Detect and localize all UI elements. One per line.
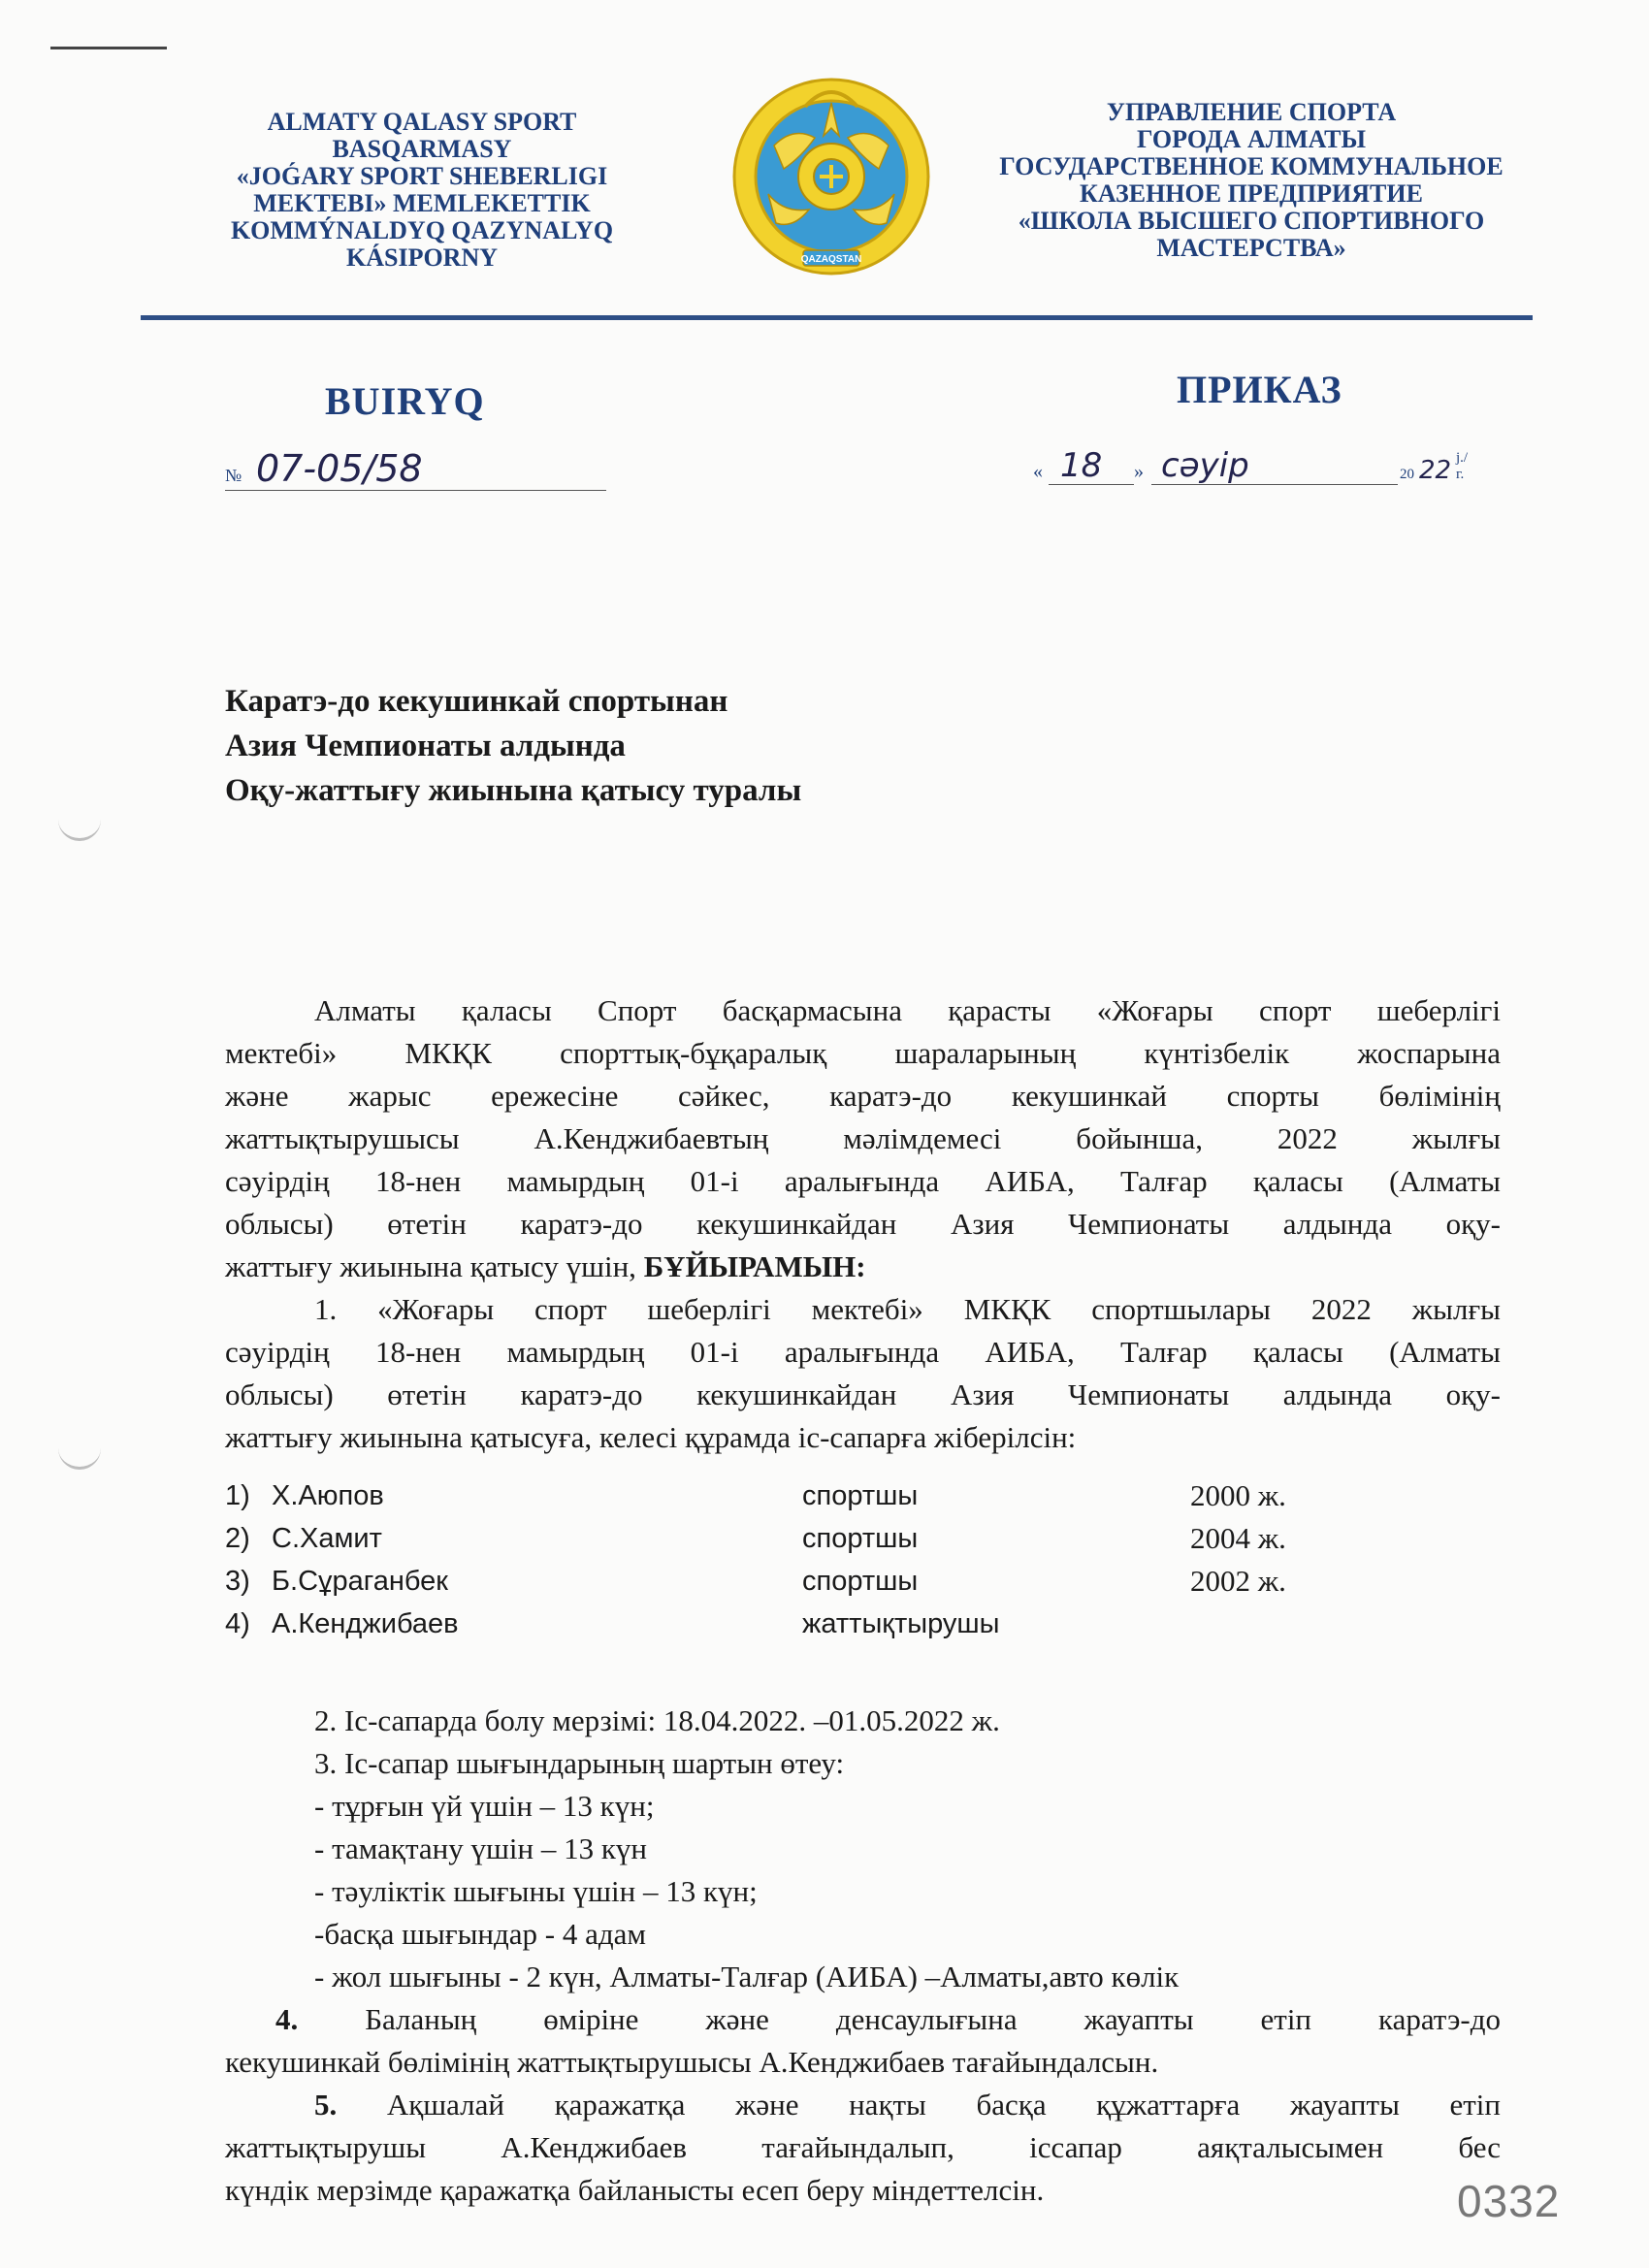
subject-line: Оқу-жаттығу жиынына қатысу туралы [225,773,802,808]
preamble-line: Алматы қаласы Спорт басқармасына қарасты «Жоғары спорт шеберлігі [314,993,1501,1027]
title-kz: BUIRYQ [325,379,485,423]
participant-num: 2) [225,1523,250,1554]
emblem-text: QAZAQSTAN [800,254,862,265]
order-number-field [225,446,606,491]
header-left-line: «JOǴARY SPORT SHEBERLIGI [236,162,608,190]
date-close-quote: » [1134,461,1144,482]
item4-number: 4. [275,2002,299,2036]
item1-line: облысы) өтетін каратэ-до кекушинкайдан Азия Чемпионаты алдында оқу- [225,1377,1501,1411]
preamble-last-text: жаттығу жиынына қатысу үшін, [225,1249,644,1283]
preamble-line: және жарыс ережесіне сәйкес, каратэ-до кекушинкай спорты бөлімінің [225,1079,1501,1113]
preamble-line: мектебі» МКҚК спорттық-бұқаралық шараларының күнтізбелік жоспарына [225,1036,1501,1070]
participant-role: спортшы [802,1480,919,1511]
title-ru: ПРИКАЗ [1177,368,1342,411]
item-2: 2. Іс-сапарда болу мерзімі: 18.04.2022. –01.05.2022 ж. [314,1703,1000,1737]
item-4 [225,1998,1501,2084]
participant-year: 2000 ж. [1190,1478,1286,1512]
header-divider [141,315,1533,320]
item5-last-line: күндік мерзімде қаражатқа байланысты есеп беру міндеттелсін. [225,2173,1045,2207]
item-5 [225,2084,1501,2212]
participant-role: спортшы [802,1523,919,1554]
item5-line: Ақшалай қаражатқа және нақты басқа құжаттарға жауапты етіп [337,2088,1501,2122]
date-year-label: j./г. [1456,450,1469,482]
participant-name: С.Хамит [272,1523,382,1554]
preamble-last-line [225,1246,1501,1288]
order-number-handwritten: 07-05/58 [256,447,423,490]
preamble-line: жаттықтырушысы А.Кенджибаевтың мәлімдемесі бойынша, 2022 жылғы [225,1121,1501,1155]
header-left-line: KOMMÝNALDYQ QAZYNALYQ [230,216,614,244]
participant-year: 2002 ж. [1190,1564,1286,1598]
participant-num: 1) [225,1480,250,1511]
item-3-title: 3. Іс-сапар шығындарының шартын өтеу: [314,1746,845,1780]
header-left-kz [194,109,650,272]
item4-first-line [225,1998,1501,2041]
expense-line: - жол шығыны - 2 күн, Алматы-Талғар (АИБА) –Алматы,авто көлік [314,1960,1180,1993]
order-subject [225,679,801,813]
participant-year: 2004 ж. [1190,1521,1286,1555]
item5-number: 5. [314,2088,338,2122]
header-right-line: КАЗЕННОЕ ПРЕДПРИЯТИЕ [1080,179,1423,208]
items-2-3 [314,1700,1507,1998]
header-left-line: MEKTEBI» MEMLEKETTIK [253,189,591,217]
header-right-line: ГОРОДА АЛМАТЫ [1137,125,1366,153]
header-right-ru [960,99,1542,262]
expense-line: - тәуліктік шығыны үшін – 13 күн; [314,1874,758,1908]
item4-line: Баланың өміріне және денсаулығына жауапты етіп каратэ-до [298,2002,1501,2036]
date-month-handwritten: сәуір [1161,446,1249,485]
participant-row [225,1603,1389,1645]
subject-line: Азия Чемпионаты алдында [225,729,626,763]
header-right-line: «ШКОЛА ВЫСШЕГО СПОРТИВНОГО [1018,207,1485,235]
date-year-handwritten: 22 [1419,456,1452,485]
participant-row [225,1517,1389,1560]
item5-first-line [225,2084,1501,2126]
participant-row [225,1560,1389,1603]
header-right-line: МАСТЕРСТВА» [1156,234,1346,262]
subject-line: Каратэ-до кекушинкай спортынан [225,684,728,719]
participants-list [225,1474,1389,1645]
expense-line: - тамақтану үшін – 13 күн [314,1831,647,1865]
state-emblem [726,68,937,279]
punch-hole-mark [58,817,101,841]
item-1 [225,1288,1501,1459]
header-right-line: УПРАВЛЕНИЕ СПОРТА [1106,98,1397,126]
date-open-quote: « [1033,461,1043,482]
punch-hole-mark [58,1445,101,1470]
order-word: БҰЙЫРАМЫН: [643,1249,866,1283]
participant-name: А.Кенджибаев [272,1608,459,1639]
header-left-line: ALMATY QALASY SPORT [267,108,577,136]
participant-row [225,1474,1389,1517]
expense-line: - тұрғын үй үшін – 13 күн; [314,1789,655,1823]
item1-line: 1. «Жоғары спорт шеберлігі мектебі» МКҚК спортшылары 2022 жылғы [314,1292,1501,1326]
participant-role: жаттықтырушы [802,1608,1000,1639]
preamble-line: облысы) өтетін каратэ-до кекушинкайдан Азия Чемпионаты алдында оқу- [225,1207,1501,1241]
item1-line: сәуірдің 18-нен мамырдың 01-і аралығында АИБА, Талғар қаласы (Алматы [225,1335,1501,1369]
item4-last-line: кекушинкай бөлімінің жаттықтырушысы А.Кенджибаев тағайындалсын. [225,2045,1159,2079]
scan-edge-mark [50,47,167,49]
participant-name: Б.Сұраганбек [272,1566,448,1597]
date-year-prefix: 20 [1400,467,1414,482]
preamble [225,989,1501,1288]
date-day-handwritten: 18 [1060,446,1103,485]
header-left-line: KÁSIPORNY [345,243,498,272]
item1-last-line: жаттығу жиынына қатысуға, келесі құрамда іс-сапарға жіберілсін: [225,1420,1077,1454]
participant-name: Х.Аюпов [272,1480,384,1511]
participant-num: 3) [225,1566,250,1597]
participant-role: спортшы [802,1566,919,1597]
item5-line: жаттықтырушы А.Кенджибаев тағайындалып, іссапар аяқталысымен бес [225,2130,1501,2164]
order-date-field [1033,441,1469,485]
number-sign: № [225,466,242,485]
participant-num: 4) [225,1608,250,1639]
header-left-line: BASQARMASY [332,135,512,163]
page-stamp-number: 0332 [1457,2176,1561,2226]
preamble-line: сәуірдің 18-нен мамырдың 01-і аралығында АИБА, Талғар қаласы (Алматы [225,1164,1501,1198]
expense-line: -басқа шығындар - 4 адам [314,1917,647,1951]
header-right-line: ГОСУДАРСТВЕННОЕ КОММУНАЛЬНОЕ [999,152,1504,180]
